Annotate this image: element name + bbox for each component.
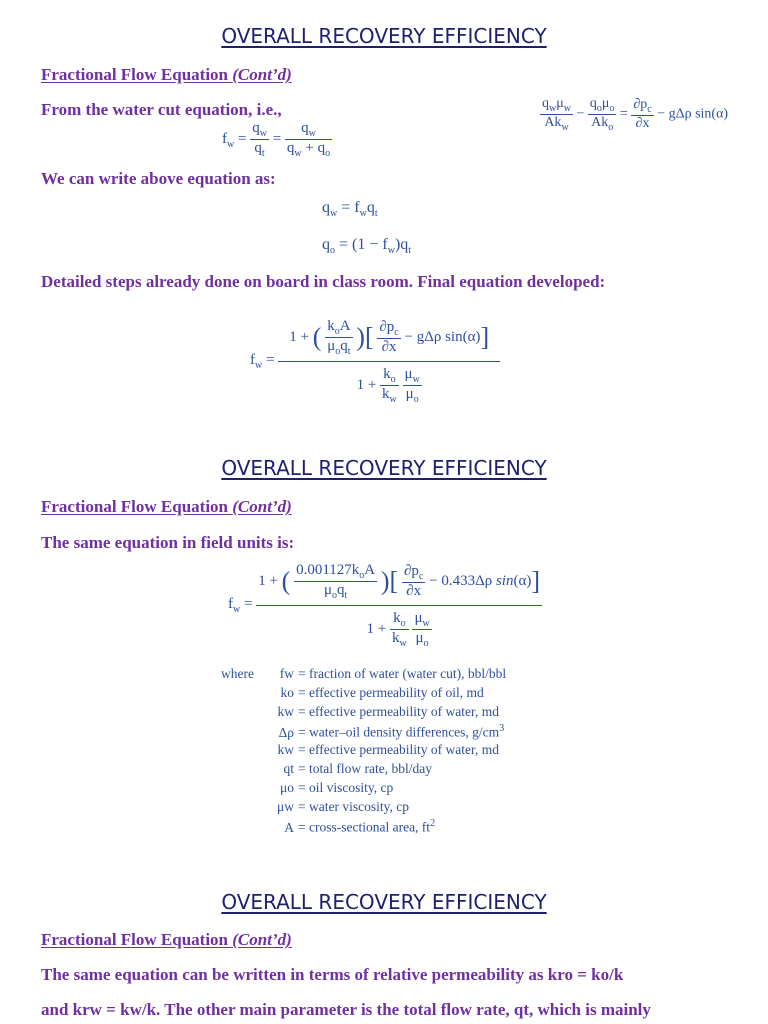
legend-row: A = cross-sectional area, $ft^2$ <box>264 818 435 836</box>
legend-row <box>264 742 499 758</box>
legend-description: = total flow rate, bbl/day <box>298 761 432 776</box>
darcy-equation: $\frac{q_w\mu_w}{Ak_w}$ − $\frac{q_o\mu_o}{Ak_o}$ = $\frac{\partial p_c}{\partial x}$ − gΔρ sin(α) <box>542 96 729 133</box>
legend-row <box>264 761 432 777</box>
legend-symbol: fw <box>279 666 294 681</box>
slide1-para2: We can write above equation as: <box>41 169 276 188</box>
slide2-subtitle-italic: (Cont’d) <box>232 497 292 516</box>
where-label: where <box>221 666 254 681</box>
final-equation: $f_w$ = 1 + ( $\frac{k_oA}{\mu_oq_t}$ )[ $\frac{\partial p_c}{\partial x}$ − gΔρ sin(α)] 1 + $\frac{k_o}{k_w}$ $\frac{\mu_w}{\mu_o}$ <box>250 318 500 405</box>
legend-description: = effective permeability of water, md <box>298 704 499 719</box>
qw-equation: $q_w = f_wq_t$ <box>322 199 378 220</box>
legend-row <box>264 780 393 796</box>
slide2-para1: The same equation in field units is: <box>41 533 295 552</box>
legend-description: = effective permeability of water, md <box>298 742 499 757</box>
water-cut-equation: $f_w$ = $\frac{q_w}{q_t}$ = $\frac{q_w}{q_w + q_o}$ <box>222 120 331 159</box>
legend-symbol: μo <box>280 780 294 795</box>
slide1-para3: Detailed steps already done on board in class room. Final equation developed: <box>41 272 606 291</box>
slide3-subtitle-text: Fractional Flow Equation <box>41 930 229 949</box>
slide3-para2: and krw = kw/k. The other main parameter is the total flow rate, qt, which is mainly <box>41 1000 651 1019</box>
slide1-title: OVERALL RECOVERY EFFICIENCY <box>221 24 547 48</box>
legend-description: = fraction of water (water cut), bbl/bbl <box>298 666 507 681</box>
legend-symbol: A <box>284 819 294 835</box>
legend-description: = oil viscosity, cp <box>298 780 394 795</box>
legend-row <box>264 704 499 720</box>
slide3-para1: The same equation can be written in terms of relative permeability as kro = ko/k <box>41 965 624 984</box>
slide2-title: OVERALL RECOVERY EFFICIENCY <box>221 456 547 480</box>
legend-row <box>264 799 409 815</box>
field-units-equation: $f_w$ = 1 + ( $\frac{0.001127k_oA}{\mu_oq_t}$ )[ $\frac{\partial p_c}{\partial x}$ − 0.433Δρ sin(α)] 1 + $\frac{k_o}{k_w}$ $\frac{\mu_w}{\mu_o}$ <box>228 562 540 649</box>
slide3-title: OVERALL RECOVERY EFFICIENCY <box>221 890 547 914</box>
qo-equation: $q_o = (1 - f_w)q_t$ <box>322 236 412 257</box>
legend-symbol: qt <box>283 761 294 776</box>
slide1-subtitle <box>41 65 292 85</box>
slide1-para1: From the water cut equation, i.e., <box>41 100 282 119</box>
legend-symbol: kw <box>277 704 294 719</box>
slide3-subtitle-italic: (Cont’d) <box>232 930 292 949</box>
slide1-subtitle-italic: (Cont’d) <box>232 65 292 84</box>
legend-row <box>264 685 484 701</box>
legend-symbol: Δρ <box>278 724 294 740</box>
slide2-subtitle <box>41 497 292 517</box>
legend-description: = cross-sectional area, ft <box>298 819 431 835</box>
legend-description: = water–oil density differences, g/cm <box>298 724 500 740</box>
slide3-subtitle <box>41 930 292 950</box>
legend-description: = effective permeability of oil, md <box>298 685 484 700</box>
slide2-subtitle-text: Fractional Flow Equation <box>41 497 229 516</box>
legend-row: Δρ = water–oil density differences, $g/cm^3$ <box>264 723 504 741</box>
const-b: 0.433 <box>441 572 476 589</box>
legend-symbol: ko <box>280 685 294 700</box>
legend-symbol: kw <box>277 742 294 757</box>
legend-description: = water viscosity, cp <box>298 799 409 814</box>
const-a: 0.001127 <box>296 562 352 578</box>
legend-row <box>264 666 506 682</box>
slide1-subtitle-text: Fractional Flow Equation <box>41 65 229 84</box>
legend-symbol: μw <box>277 799 294 814</box>
